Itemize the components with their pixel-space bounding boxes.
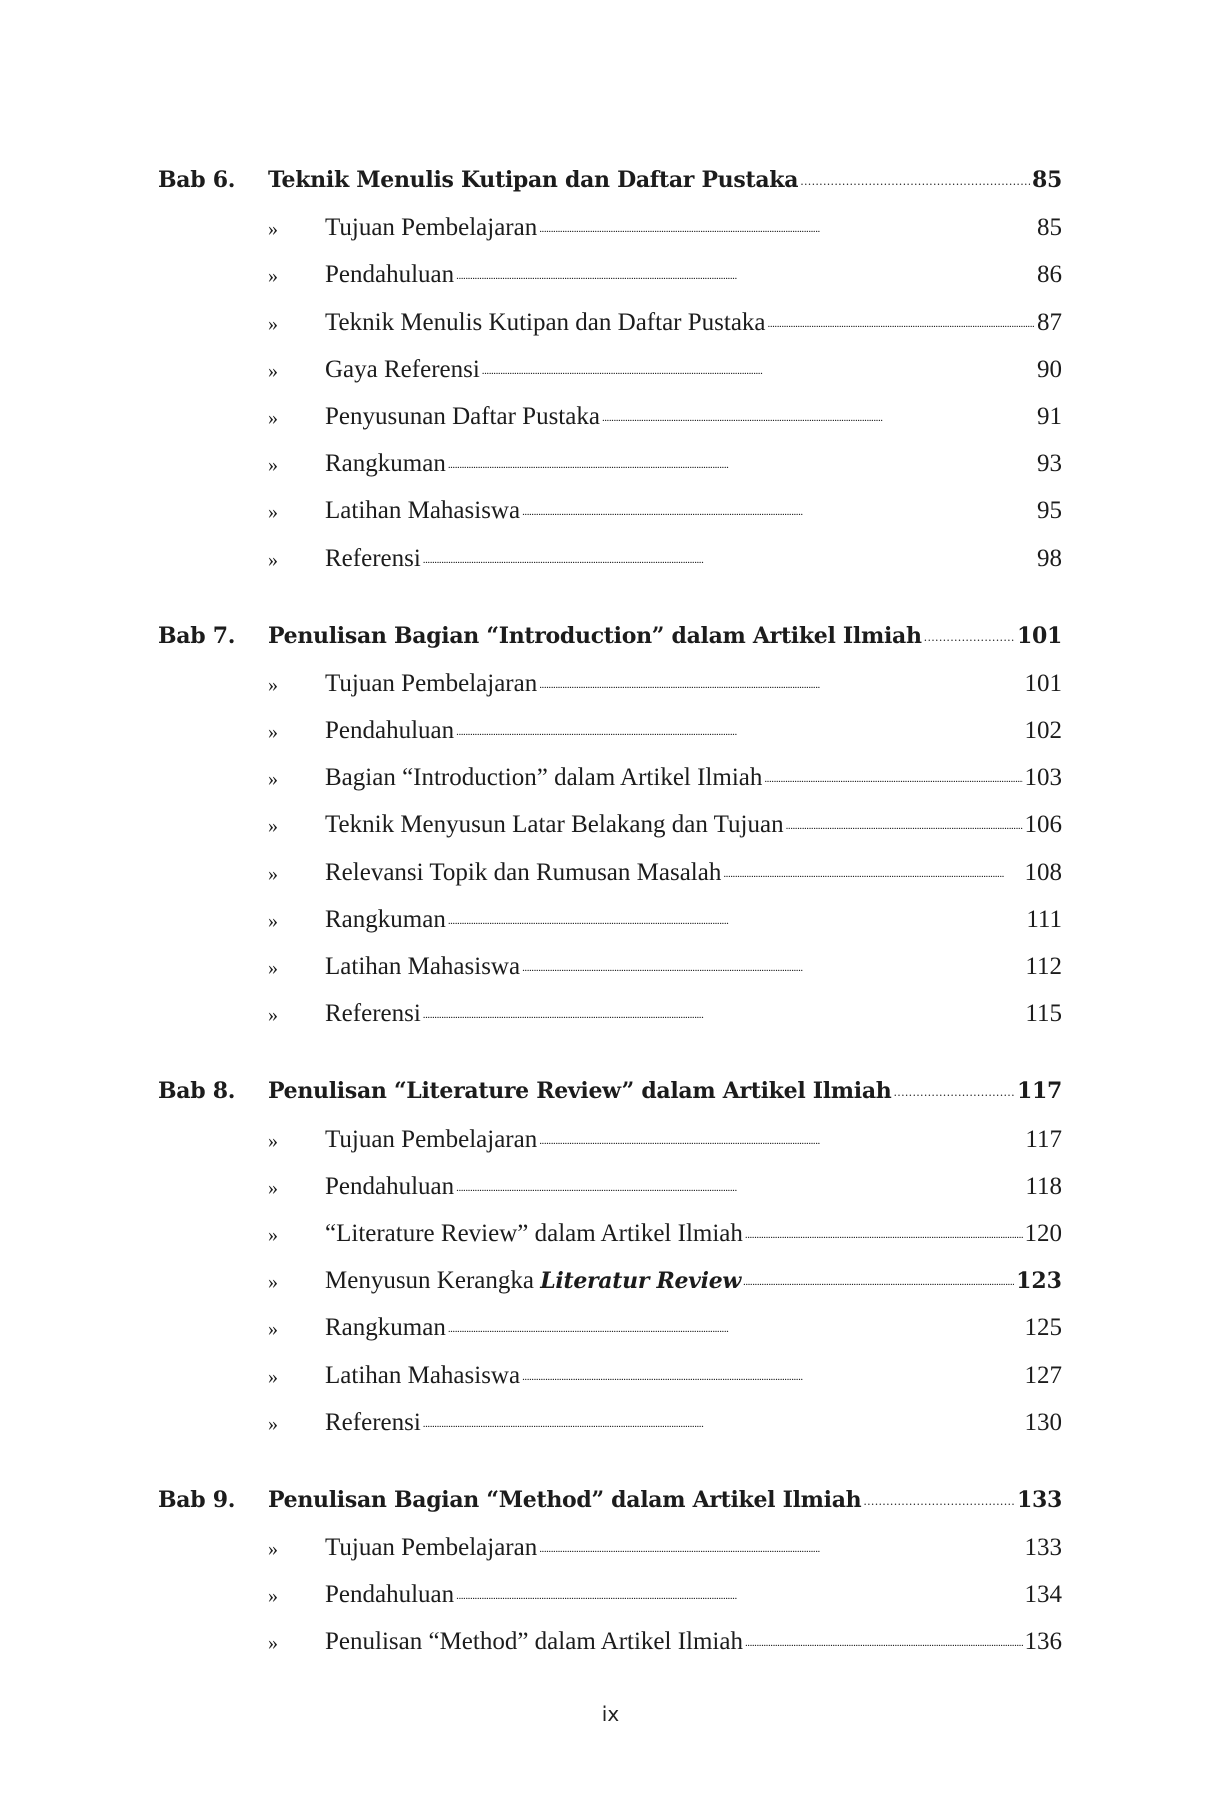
page-number: 101 [1016,622,1062,649]
page-number: 106 [1024,811,1062,839]
bullet-icon: » [268,768,278,791]
toc-entry[interactable] [158,204,1062,251]
chapter-heading[interactable] [158,157,1062,204]
dot-leader [423,541,1035,566]
chapter-heading[interactable] [158,1477,1062,1524]
entry-title: Tujuan Pembelajaran [325,214,538,242]
chapter-8 [158,1068,1062,1446]
bullet-icon: » [268,359,278,382]
dot-leader [448,446,1035,471]
dot-leader [539,666,1022,691]
bullet-icon: » [268,862,278,885]
bullet-icon: » [268,548,278,571]
dot-leader [423,1405,1023,1430]
toc-entry[interactable] [158,660,1062,707]
toc-entry[interactable] [158,1399,1062,1446]
page-number: 91 [1037,402,1062,430]
page-number: 117 [1016,1078,1062,1105]
entry-title: Teknik Menulis Kutipan dan Daftar Pustaka [325,308,766,336]
dot-leader [482,352,1035,377]
entry-title: Teknik Menyusun Latar Belakang dan Tujuan [325,811,784,839]
bullet-icon: » [268,673,278,696]
page-number: 134 [1024,1581,1062,1609]
dot-leader [539,1530,1022,1555]
entry-title: Relevansi Topik dan Rumusan Masalah [325,858,722,886]
page-number: 93 [1037,450,1062,478]
entry-title: Referensi [325,1408,421,1436]
entry-title: Gaya Referensi [325,355,480,383]
table-of-contents [158,157,1062,1697]
entry-title: Latihan Mahasiswa [325,1361,521,1389]
dot-leader [745,1624,1023,1649]
dot-leader [456,257,1035,282]
entry-title: Tujuan Pembelajaran [325,669,538,697]
dot-leader [786,807,1023,832]
bullet-icon: » [268,1223,278,1246]
entry-title: Bagian “Introduction” dalam Artikel Ilmiah [325,764,763,792]
entry-title: Tujuan Pembelajaran [325,1125,538,1153]
entry-title-emphasis: Literatur Review [540,1268,742,1295]
dot-leader [423,996,1024,1021]
entry-title: Referensi [325,544,421,572]
bullet-icon: » [268,1176,278,1199]
chapter-number: Bab 6. [158,167,236,193]
dot-leader [743,1263,1014,1288]
page-number: 130 [1024,1408,1062,1436]
dot-leader [924,621,1015,643]
page-number: 85 [1037,214,1062,242]
toc-entry[interactable] [158,1524,1062,1571]
entry-title: Penulisan “Method” dalam Artikel Ilmiah [325,1628,743,1656]
entry-title: “Literature Review” dalam Artikel Ilmiah [325,1219,743,1247]
bullet-icon: » [268,312,278,335]
page-number: 86 [1037,261,1062,289]
dot-leader [893,1076,1014,1098]
page-number: 136 [1024,1628,1062,1656]
page-number: 123 [1016,1268,1062,1295]
entry-title: Pendahuluan [325,717,455,745]
toc-entry[interactable] [158,251,1062,298]
bullet-icon: » [268,1129,278,1152]
toc-entry[interactable] [158,393,1062,440]
page-number: 127 [1024,1361,1062,1389]
dot-leader [863,1485,1015,1507]
bullet-icon: » [268,1365,278,1388]
page-number: 108 [1024,858,1062,886]
dot-leader [456,713,1022,738]
toc-entry[interactable] [158,1210,1062,1257]
toc-entry[interactable] [158,1352,1062,1399]
entry-title-plain: Menyusun Kerangka [325,1267,541,1295]
entry-title: Rangkuman [325,905,446,933]
chapter-7 [158,613,1062,1038]
entry-title: Pendahuluan [325,261,455,289]
chapter-9 [158,1477,1062,1666]
dot-leader [522,493,1035,518]
toc-entry[interactable] [158,849,1062,896]
dot-leader [522,949,1023,974]
toc-entry[interactable] [158,1257,1062,1304]
entry-title: Latihan Mahasiswa [325,497,521,525]
bullet-icon: » [268,1585,278,1608]
page-number: 118 [1025,1172,1062,1200]
bullet-icon: » [268,454,278,477]
toc-entry[interactable] [158,1116,1062,1163]
toc-entry[interactable] [158,801,1062,848]
page-number: 98 [1037,544,1062,572]
dot-leader [745,1216,1023,1241]
chapter-number: Bab 7. [158,622,236,649]
bullet-icon: » [268,721,278,744]
bullet-icon: » [268,1271,278,1294]
chapter-heading[interactable] [158,1068,1062,1115]
chapter-title: Penulisan Bagian “Method” dalam Artikel Ilmiah [268,1486,862,1513]
toc-entry[interactable] [158,896,1062,943]
entry-title: Penyusunan Daftar Pustaka [325,402,600,430]
dot-leader [723,855,1022,880]
entry-title: Pendahuluan [325,1581,455,1609]
chapter-title: Penulisan “Literature Review” dalam Artikel Ilmiah [268,1078,892,1105]
dot-leader [764,760,1022,785]
entry-title: Pendahuluan [325,1172,455,1200]
page-number: 133 [1024,1534,1062,1562]
dot-leader [448,902,1025,927]
toc-entry[interactable] [158,1304,1062,1351]
page-number: 112 [1025,953,1062,980]
page-number: 133 [1016,1486,1062,1513]
chapter-title: Penulisan Bagian “Introduction” dalam Artikel Ilmiah [268,622,922,649]
toc-entry[interactable] [158,1571,1062,1618]
dot-leader [539,1122,1023,1147]
page-number: 111 [1026,905,1062,933]
page-number: 103 [1024,764,1062,792]
bullet-icon: » [268,265,278,288]
bullet-icon: » [268,1318,278,1341]
toc-entry[interactable] [158,346,1062,393]
page-number: 85 [1031,167,1062,193]
bullet-icon: » [268,1632,278,1655]
toc-entry[interactable] [158,943,1062,990]
bullet-icon: » [268,909,278,932]
bullet-icon: » [268,501,278,524]
entry-title: Referensi [325,1000,421,1028]
dot-leader [448,1310,1023,1335]
page-folio-number: ix [601,1702,620,1726]
toc-entry[interactable] [158,535,1062,582]
page-number: 101 [1024,669,1062,697]
dot-leader [800,165,1030,187]
dot-leader [602,399,1035,424]
bullet-icon: » [268,815,278,838]
page-number: 115 [1025,1000,1062,1028]
toc-entry[interactable] [158,707,1062,754]
bullet-icon: » [268,1538,278,1561]
bullet-icon: » [268,1412,278,1435]
bullet-icon: » [268,1004,278,1027]
page-number: 120 [1024,1219,1062,1247]
entry-title: Rangkuman [325,1314,446,1342]
dot-leader [539,210,1035,235]
page-number: 102 [1024,717,1062,745]
page-number: 87 [1037,308,1062,336]
chapter-heading[interactable] [158,613,1062,660]
chapter-number: Bab 8. [158,1078,236,1105]
toc-entry[interactable] [158,990,1062,1037]
dot-leader [456,1577,1022,1602]
dot-leader [456,1169,1023,1194]
page-number: 90 [1037,355,1062,383]
toc-entry[interactable] [158,487,1062,534]
toc-entry[interactable] [158,440,1062,487]
page-number: 125 [1024,1314,1062,1342]
page-number: 117 [1025,1125,1062,1153]
chapter-title: Teknik Menulis Kutipan dan Daftar Pustaka [268,167,799,193]
toc-entry[interactable] [158,1163,1062,1210]
chapter-6 [158,157,1062,582]
bullet-icon: » [268,406,278,429]
toc-entry[interactable] [158,299,1062,346]
dot-leader [522,1358,1022,1383]
bullet-icon: » [268,218,278,241]
toc-entry[interactable] [158,1618,1062,1665]
entry-title: Latihan Mahasiswa [325,953,521,980]
entry-title [325,1257,741,1305]
dot-leader [768,305,1035,330]
toc-entry[interactable] [158,754,1062,801]
entry-title: Tujuan Pembelajaran [325,1534,538,1562]
chapter-number: Bab 9. [158,1486,236,1513]
page-number: 95 [1037,497,1062,525]
bullet-icon: » [268,957,278,979]
entry-title: Rangkuman [325,450,446,478]
